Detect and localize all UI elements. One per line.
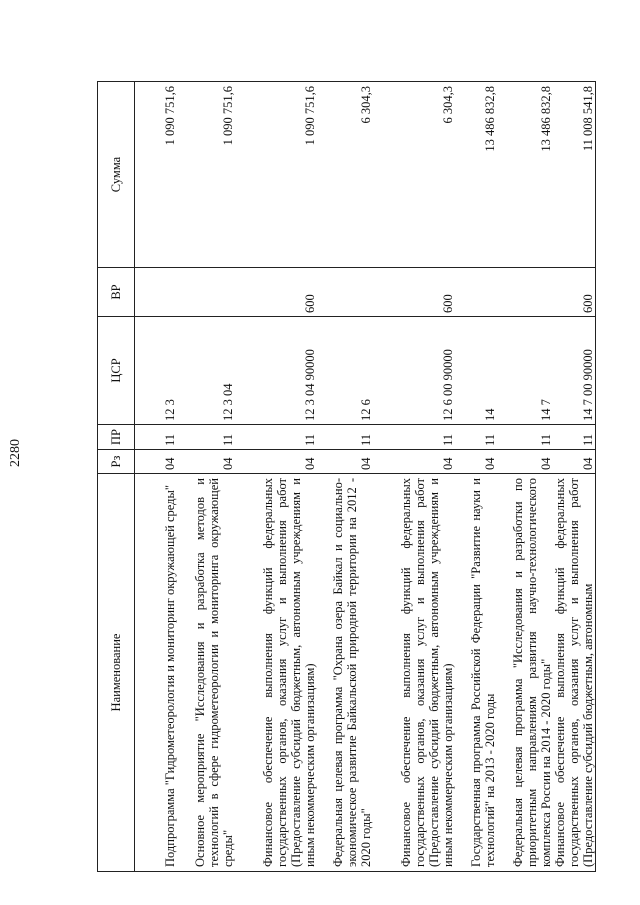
- row-name: Подпрограмма "Гидрометеорология и мониторинг окружающей среды": [135, 474, 177, 872]
- row-csr: 12 3 04 90000: [235, 317, 317, 425]
- row-pr: 11: [317, 425, 373, 450]
- row-vr: 600: [373, 268, 455, 317]
- row-csr: 14 7 00 90000: [553, 317, 596, 425]
- col-header-name: Наименование: [98, 474, 135, 872]
- budget-table-container: [97, 82, 595, 872]
- row-csr: 14: [455, 317, 497, 425]
- row-rz: 04: [373, 450, 455, 474]
- row-sum: 13 486 832,8: [455, 82, 497, 268]
- row-pr: 11: [373, 425, 455, 450]
- row-sum: 13 486 832,8: [497, 82, 553, 268]
- row-vr: [317, 268, 373, 317]
- row-vr: [177, 268, 235, 317]
- row-name: Основное мероприятие "Исследования и разработка методов и технологий в сфере гидрометеорологии и мониторинга окружающей среды": [177, 474, 235, 872]
- row-name: Государственная программа Российской Федерации "Развитие науки и технологий" на 2013 - 2020 годы: [455, 474, 497, 872]
- col-header-rz: Рз: [98, 450, 135, 474]
- table-row: [373, 82, 455, 872]
- row-vr: [497, 268, 553, 317]
- row-sum: 11 008 541,8: [553, 82, 596, 268]
- row-pr: 11: [455, 425, 497, 450]
- row-name: Федеральная целевая программа "Исследования и разработки по приоритетным направлениям развития научно-технологического комплекса России на 2014 - 2020 годы": [497, 474, 553, 872]
- row-vr: 600: [235, 268, 317, 317]
- row-sum: 6 304,3: [373, 82, 455, 268]
- page-number-text: 2280: [8, 438, 23, 467]
- col-header-vr: ВР: [98, 268, 135, 317]
- page-number: [0, 0, 32, 905]
- row-pr: 11: [553, 425, 596, 450]
- row-name: Федеральная целевая программа "Охрана озера Байкал и социально-экономическое развитие Байкальской природной территории на 2012 - 2020 годы": [317, 474, 373, 872]
- row-rz: 04: [177, 450, 235, 474]
- row-rz: 04: [455, 450, 497, 474]
- col-header-pr: ПР: [98, 425, 135, 450]
- table-row: [455, 82, 497, 872]
- row-sum: 6 304,3: [317, 82, 373, 268]
- table-row: [177, 82, 235, 872]
- row-vr: 600: [553, 268, 596, 317]
- row-vr: [135, 268, 177, 317]
- table-header-row: [98, 82, 135, 872]
- row-pr: 11: [235, 425, 317, 450]
- row-name: Финансовое обеспечение выполнения функций федеральных государственных органов, оказания услуг и выполнения работ (Предоставление субсидий бюджетным, автономным: [553, 474, 596, 872]
- budget-table: [97, 81, 596, 872]
- col-header-sum: Сумма: [98, 82, 135, 268]
- table-row: [497, 82, 553, 872]
- row-sum: 1 090 751,6: [135, 82, 177, 268]
- row-name: Финансовое обеспечение выполнения функций федеральных государственных органов, оказания услуг и выполнения работ (Предоставление субсидий бюджетным, автономным учреждениям и иным некоммерческим организациям): [235, 474, 317, 872]
- table-row: [235, 82, 317, 872]
- row-pr: 11: [177, 425, 235, 450]
- row-csr: 14 7: [497, 317, 553, 425]
- col-header-csr: ЦСР: [98, 317, 135, 425]
- table-row: [317, 82, 373, 872]
- row-vr: [455, 268, 497, 317]
- row-name: Финансовое обеспечение выполнения функций федеральных государственных органов, оказания услуг и выполнения работ (Предоставление субсидий бюджетным, автономным учреждениям и иным некоммерческим организациям): [373, 474, 455, 872]
- row-csr: 12 6 00 90000: [373, 317, 455, 425]
- row-csr: 12 3 04: [177, 317, 235, 425]
- row-rz: 04: [235, 450, 317, 474]
- row-rz: 04: [497, 450, 553, 474]
- row-pr: 11: [497, 425, 553, 450]
- row-csr: 12 3: [135, 317, 177, 425]
- row-rz: 04: [317, 450, 373, 474]
- row-rz: 04: [553, 450, 596, 474]
- row-sum: 1 090 751,6: [177, 82, 235, 268]
- table-row: [135, 82, 177, 872]
- row-rz: 04: [135, 450, 177, 474]
- table-row: [553, 82, 596, 872]
- row-csr: 12 6: [317, 317, 373, 425]
- row-pr: 11: [135, 425, 177, 450]
- row-sum: 1 090 751,6: [235, 82, 317, 268]
